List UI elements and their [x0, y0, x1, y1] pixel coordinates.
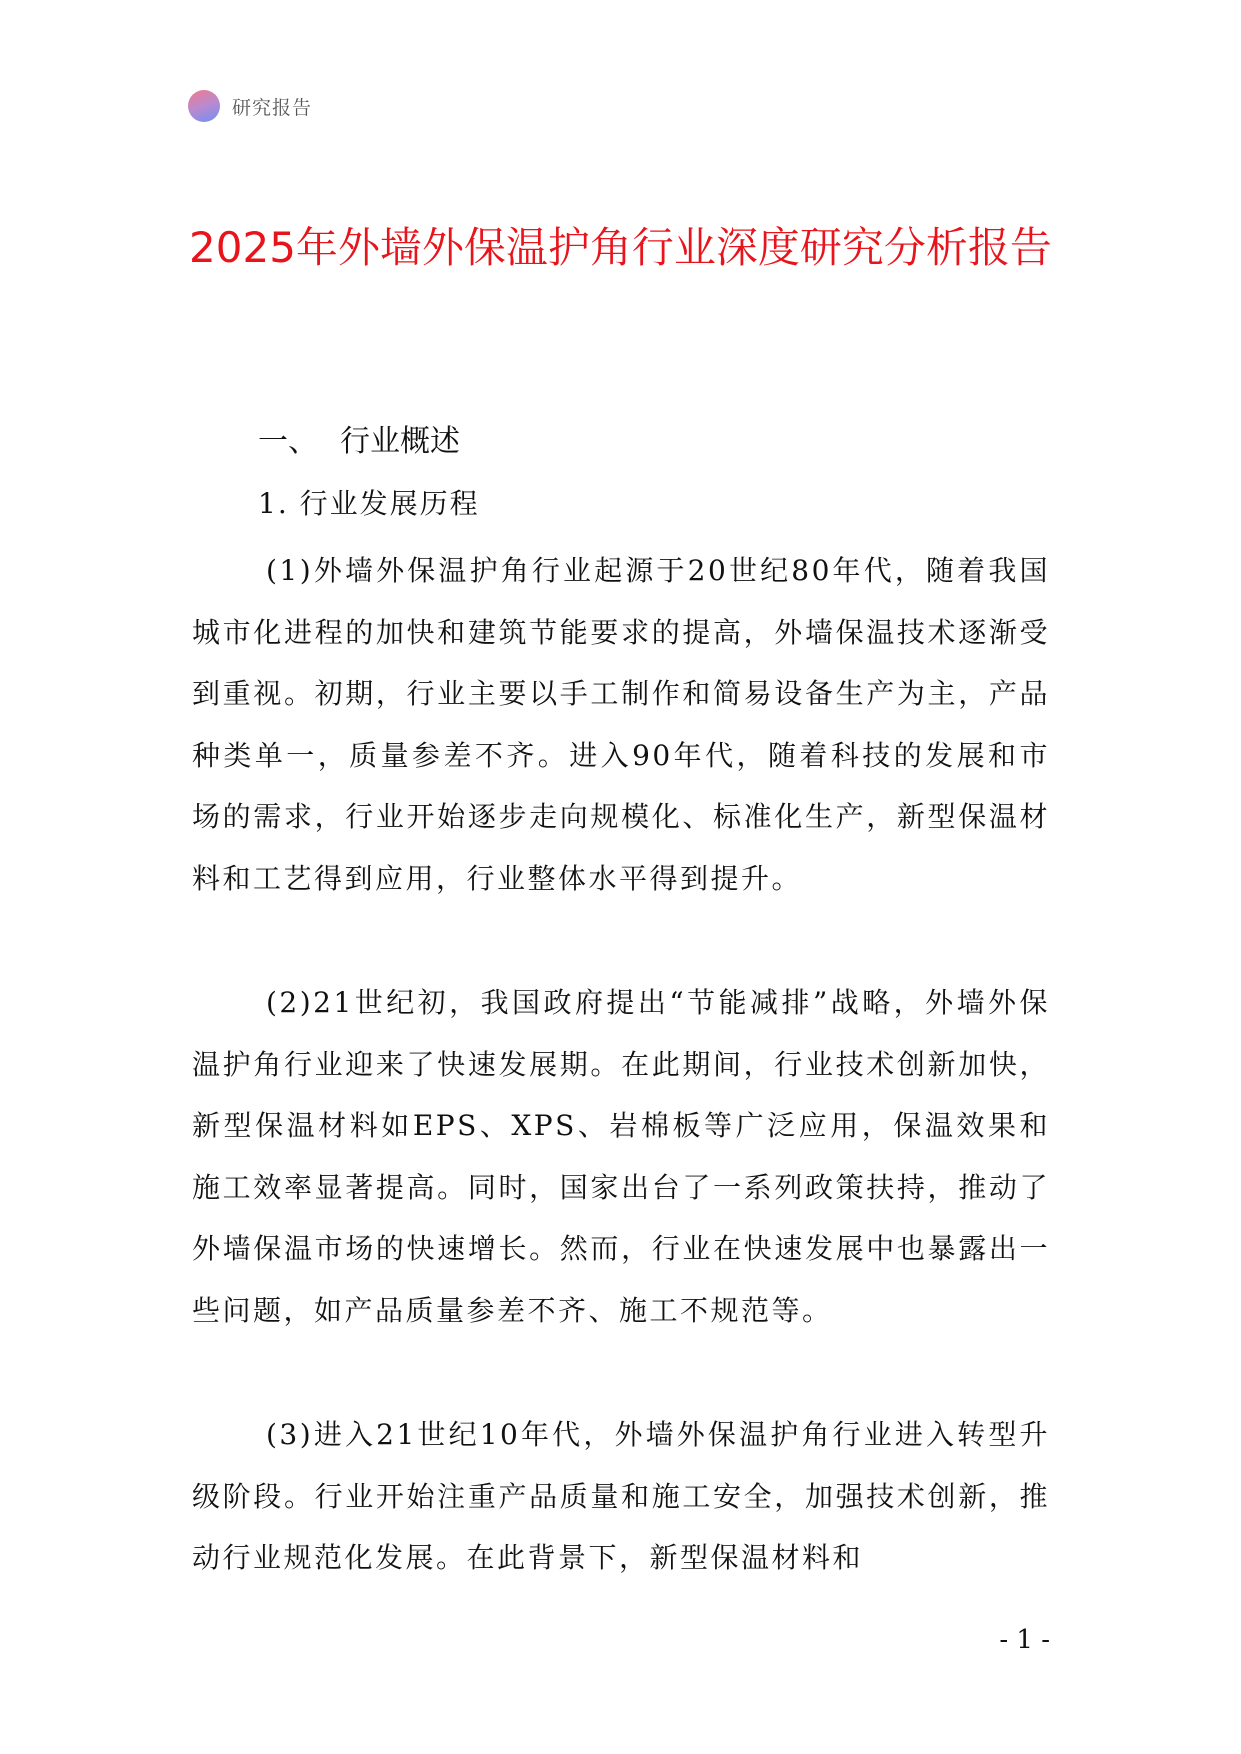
paragraph-1: (1)外墙外保温护角行业起源于20世纪80年代，随着我国城市化进程的加快和建筑节能要求的提高，外墙保温技术逐渐受到重视。初期，行业主要以手工制作和简易设备生产为主，产品种类单一，质量参差不齐。进入90年代，随着科技的发展和市场的需求，行业开始逐步走向规模化、标准化生产，新型保温材料和工艺得到应用，行业整体水平得到提升。 — [192, 554, 1050, 895]
paragraph-2: (2)21世纪初，我国政府提出“节能减排”战略，外墙外保温护角行业迎来了快速发展期。在此期间，行业技术创新加快，新型保温材料如EPS、XPS、岩棉板等广泛应用，保温效果和施工效率显著提高。同时，国家出台了一系列政策扶持，推动了外墙保温市场的快速增长。然而，行业在快速发展中也暴露出一些问题，如产品质量参差不齐、施工不规范等。 — [192, 986, 1050, 1327]
header-label: 研究报告 — [232, 96, 313, 119]
page-number: - 1 - — [999, 1625, 1050, 1655]
section-heading — [258, 420, 460, 464]
section-number: 一、 — [258, 424, 318, 459]
subsection-heading: 1. 行业发展历程 — [258, 487, 480, 520]
paragraph-3: (3)进入21世纪10年代，外墙外保温护角行业进入转型升级阶段。行业开始注重产品质量和施工安全，加强技术创新，推动行业规范化发展。在此背景下，新型保温材料和 — [192, 1418, 1050, 1574]
document-header — [188, 89, 312, 123]
logo-icon — [188, 90, 220, 122]
document-title: 2025年外墙外保温护角行业深度研究分析报告 — [189, 223, 1052, 272]
section-title: 行业概述 — [340, 424, 460, 459]
